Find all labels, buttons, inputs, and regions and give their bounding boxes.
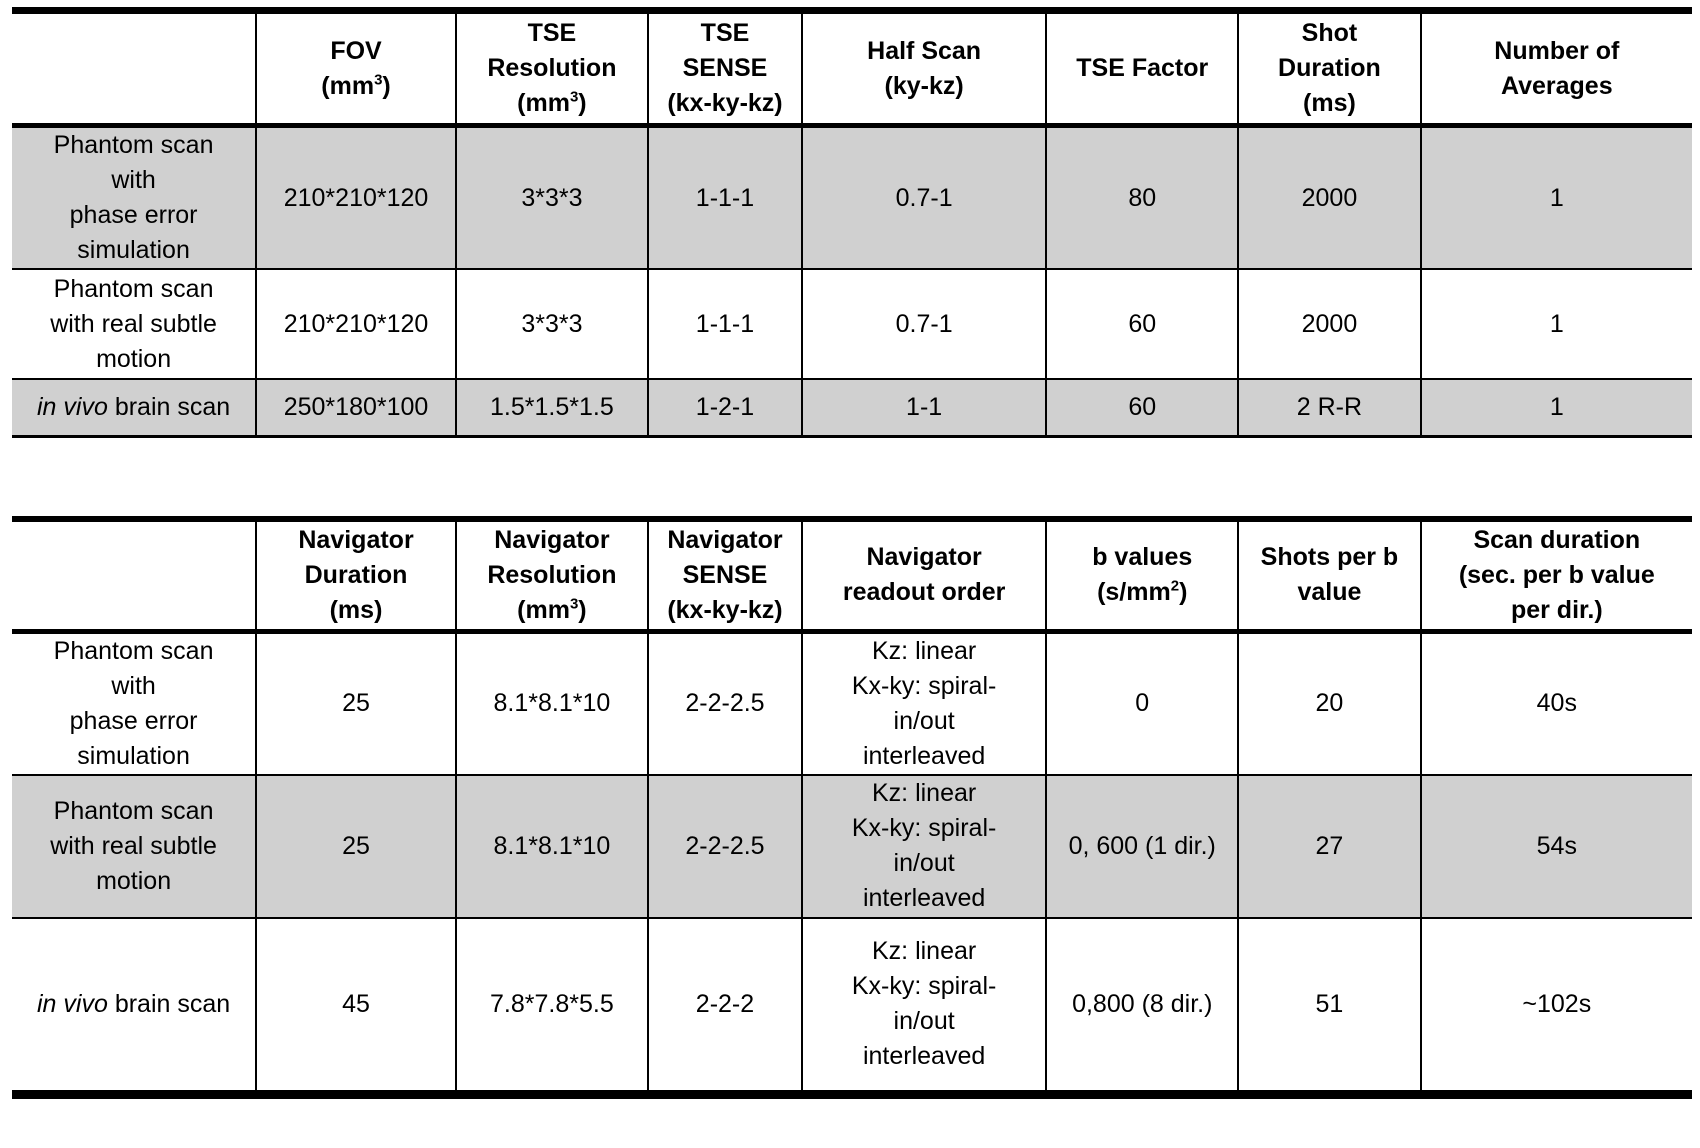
cell-line: 2000 [1301,183,1358,212]
table-cell [648,918,802,1095]
table-cell [456,631,648,775]
column-header [456,519,648,631]
table-cell [1046,631,1238,775]
cell-line: 2-2-2.5 [685,689,765,717]
table-cell [1421,269,1692,379]
cell-line: 25 [342,831,370,860]
table-cell [1046,775,1238,918]
column-header [256,519,456,631]
column-header [456,11,648,126]
cell-line: 2000 [1301,309,1358,338]
row-label-line: phase error [69,706,198,735]
header-line: SENSE [682,54,768,82]
cell-line: interleaved [862,741,986,770]
cell-line: 8.1*8.1*10 [493,831,611,860]
row-label-text: brain scan [107,989,231,1018]
header-line: per dir.) [1510,595,1603,624]
cell-line: 1 [1549,309,1564,338]
table-cell [802,631,1046,775]
table-cell [256,775,456,918]
column-header [1046,519,1238,631]
header-line: Navigator [866,543,982,572]
table-cell [256,631,456,775]
cell-line: 0,800 (8 dir.) [1072,989,1213,1018]
header-line: Resolution [487,560,617,589]
table-row [12,918,1692,1095]
header-line: value [1297,578,1362,607]
cell-line: 1-1 [906,392,943,421]
table-cell [648,126,802,270]
table-cell [1046,918,1238,1095]
cell-line: Kz: linear [872,779,977,807]
cell-line: 51 [1315,989,1344,1018]
table-cell [1046,269,1238,379]
cell-line: 1.5*1.5*1.5 [490,392,614,421]
cell-line: 1 [1549,183,1564,212]
column-header [1421,519,1692,631]
table-cell [456,918,648,1095]
cell-line: 2-2-2.5 [685,831,765,860]
column-header [1238,519,1420,631]
header-line: (ms) [1303,89,1356,117]
table-row [12,379,1692,436]
cell-line: Kz: linear [872,636,977,665]
row-label [12,379,256,436]
row-label-line: phase error [69,201,198,229]
header-line: Averages [1500,71,1613,100]
row-label-text: brain scan [107,392,231,421]
cell-line: 45 [342,989,370,1018]
cell-line: 40s [1536,689,1577,717]
row-label-italic: in vivo [37,989,108,1018]
header-line: SENSE [682,560,768,589]
row-label-line: simulation [77,236,190,264]
cell-line: interleaved [862,884,986,912]
column-header [648,11,802,126]
cell-line: in/out [893,706,955,735]
cell-line: in/out [893,849,955,877]
column-header [256,11,456,126]
column-header [648,519,802,631]
table-cell [648,775,802,918]
table-cell [1238,269,1420,379]
header-line: TSE [700,19,750,47]
table-cell [456,775,648,918]
cell-line: 54s [1536,831,1577,860]
header-line: Duration [1278,54,1381,82]
cell-line: 1-1-1 [695,309,755,338]
table-cell [456,269,648,379]
table-cell [802,379,1046,436]
column-header [1238,11,1420,126]
header-line: Number of [1494,36,1620,65]
header-line: $(mm^3)$ [517,88,587,117]
cell-line: 210*210*120 [283,309,429,338]
cell-line: 60 [1128,309,1157,338]
header-line: FOV [330,36,382,65]
cell-line: Kx-ky: spiral- [851,671,997,700]
table-cell [1238,775,1420,918]
header-line: Navigator [298,525,414,554]
table-cell [1238,631,1420,775]
column-header [1046,11,1238,126]
scan-parameters-table [12,7,1692,438]
cell-line: in/out [893,1007,955,1036]
row-label-line: Phantom scan [53,796,214,825]
column-header [802,519,1046,631]
table-cell [1421,379,1692,436]
row-label-line: Phantom scan [53,131,214,159]
header-line: Duration [304,560,408,589]
table-header-row [12,519,1692,631]
table-cell [802,269,1046,379]
table-cell [1046,379,1238,436]
table-cell [1421,775,1692,918]
table-cell [1238,126,1420,270]
header-line: Navigator [494,525,610,554]
header-line: TSE Factor [1076,54,1209,82]
cell-line: 8.1*8.1*10 [493,689,611,717]
header-line: $(mm^3)$ [321,71,391,100]
table-cell [1421,126,1692,270]
row-label [12,631,256,775]
cell-line: 60 [1128,392,1157,421]
row-label-line: with real subtle [50,309,217,338]
header-line: $(s/mm^2)$ [1097,577,1188,607]
row-label-line: motion [96,866,172,895]
table-cell [256,379,456,436]
navigator-parameters-table [12,516,1692,1099]
row-label-line: Phantom scan [53,274,214,303]
table-cell [256,126,456,270]
table-cell [648,379,802,436]
header-line: (kx-ky-kz) [667,595,783,624]
cell-line: 2-2-2 [695,989,755,1018]
table-header-row [12,11,1692,126]
row-label [12,918,256,1095]
row-label-line: with real subtle [50,831,217,860]
cell-line: 210*210*120 [283,183,429,212]
cell-line: 3*3*3 [521,183,583,212]
table-cell [256,918,456,1095]
row-label-italic: in vivo [37,392,108,421]
cell-line: 0, 600 (1 dir.) [1068,831,1216,860]
table-cell [1421,631,1692,775]
table-row [12,269,1692,379]
table-cell [648,631,802,775]
header-line: $(mm^3)$ [517,595,587,624]
cell-line: 7.8*7.8*5.5 [490,989,614,1018]
table-cell [1238,379,1420,436]
cell-line: 80 [1128,183,1157,212]
table-row [12,775,1692,918]
column-header [12,519,256,631]
cell-line: 2 R-R [1296,392,1363,421]
cell-line: 0 [1135,689,1150,717]
header-line: (sec. per b value [1458,560,1655,589]
table-cell [456,379,648,436]
cell-line: 27 [1315,831,1344,860]
table-cell [802,775,1046,918]
row-label-line: motion [96,344,172,373]
table-cell [648,269,802,379]
cell-line: 25 [342,689,370,717]
header-line: Navigator [667,525,783,554]
row-label-line: simulation [77,741,190,770]
table-cell [1421,918,1692,1095]
cell-line: ~102s [1522,989,1592,1018]
header-line: Half Scan [867,36,982,65]
row-label-line: Phantom scan [53,636,214,665]
column-header [1421,11,1692,126]
table-cell [256,269,456,379]
header-line: (kx-ky-kz) [667,89,783,117]
cell-line: Kx-ky: spiral- [851,972,997,1001]
header-line: (ms) [329,595,383,624]
column-header [12,11,256,126]
row-label [12,269,256,379]
cell-line: 20 [1315,689,1344,717]
header-line: Scan duration [1473,525,1641,554]
column-header [802,11,1046,126]
table-row [12,631,1692,775]
table-cell [1046,126,1238,270]
table-cell [802,918,1046,1095]
cell-line: 1-2-1 [695,392,755,421]
cell-line: 3*3*3 [521,309,583,338]
row-label [12,775,256,918]
table-row [12,126,1692,270]
row-label [12,126,256,270]
header-line: (ky-kz) [884,71,964,100]
cell-line: 1 [1549,392,1564,421]
header-line: readout order [842,578,1006,607]
cell-line: 0.7-1 [895,309,953,338]
cell-line: Kz: linear [872,937,977,966]
cell-line: 250*180*100 [283,392,429,421]
cell-line: Kx-ky: spiral- [851,814,997,842]
cell-line: 0.7-1 [895,183,953,212]
header-line: Shots per b [1260,543,1399,572]
header-line: Shot [1301,19,1358,47]
header-line: Resolution [487,54,617,82]
row-label-line: with [111,671,156,700]
row-label-line: with [111,166,156,194]
table-cell [456,126,648,270]
table-cell [802,126,1046,270]
header-line: b values [1092,543,1193,572]
header-line: TSE [527,19,577,47]
table-cell [1238,918,1420,1095]
cell-line: interleaved [862,1042,986,1071]
cell-line: 1-1-1 [695,183,755,212]
